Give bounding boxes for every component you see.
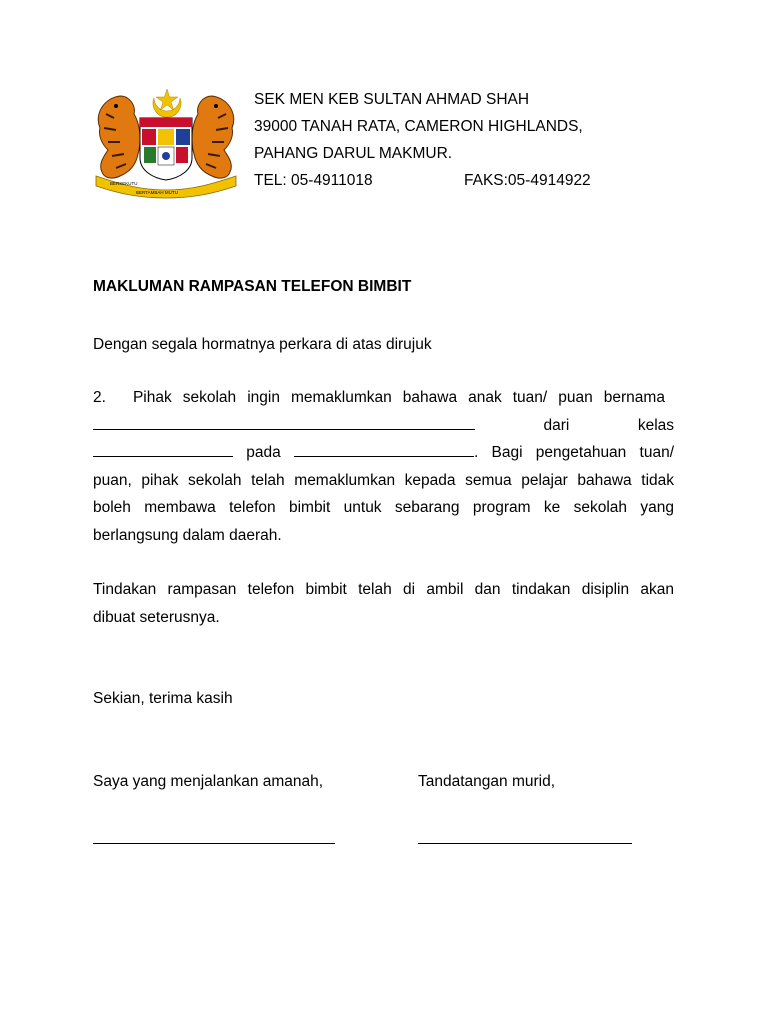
greeting-text: Dengan segala hormatnya perkara di atas dirujuk xyxy=(93,336,432,353)
paragraph-2-line-5: boleh membawa telefon bimbit untuk sebarang program ke sekolah yang xyxy=(93,499,674,516)
signature-right-line[interactable] xyxy=(418,842,632,844)
paragraph-2-line-4: puan, pihak sekolah telah memaklumkan kepada semua pelajar bahawa tidak xyxy=(93,471,674,489)
paragraph-3 xyxy=(93,576,674,631)
letter-title: MAKLUMAN RAMPASAN TELEFON BIMBIT xyxy=(93,278,412,295)
signature-left-line[interactable] xyxy=(93,842,335,844)
contact-line xyxy=(254,167,674,194)
fax: FAKS:05-4914922 xyxy=(464,172,591,189)
paragraph-2 xyxy=(93,384,674,549)
student-name-blank[interactable] xyxy=(93,415,475,430)
word-pada: pada xyxy=(246,444,281,461)
paragraph-3-line-2: dibuat seterusnya. xyxy=(93,608,220,626)
word-dari: dari xyxy=(543,416,570,434)
paragraph-3-line-1: Tindakan rampasan telefon bimbit telah di ambil dan tindakan disiplin akan xyxy=(93,581,674,598)
school-letterhead xyxy=(254,86,674,194)
address-line-1: 39000 TANAH RATA, CAMERON HIGHLANDS, xyxy=(254,118,583,135)
school-name: SEK MEN KEB SULTAN AHMAD SHAH xyxy=(254,91,530,108)
svg-text:BERSEKUTU: BERSEKUTU xyxy=(110,181,138,186)
date-blank[interactable] xyxy=(294,442,474,457)
paragraph-2-line-2 xyxy=(93,412,674,440)
paragraph-2-line-1 xyxy=(93,384,674,412)
coat-of-arms-icon xyxy=(90,84,242,200)
greeting-paragraph xyxy=(93,331,674,359)
telephone: TEL: 05-4911018 xyxy=(254,172,373,189)
paragraph-2-line-3-tail: . Bagi pengetahuan tuan/ xyxy=(473,444,675,461)
paragraph-number: 2. xyxy=(93,389,106,406)
address-line-2: PAHANG DARUL MAKMUR. xyxy=(254,145,453,162)
signature-left-label: Saya yang menjalankan amanah, xyxy=(93,773,324,790)
paragraph-2-opening: Pihak sekolah ingin memaklumkan bahawa anak tuan/ puan bernama xyxy=(132,389,665,406)
word-kelas: kelas xyxy=(637,416,675,434)
class-blank[interactable] xyxy=(93,442,233,457)
closing-text: Sekian, terima kasih xyxy=(93,690,233,707)
paragraph-2-line-3 xyxy=(93,439,674,467)
paragraph-2-line-6: berlangsung dalam daerah. xyxy=(93,526,282,544)
signature-right-label: Tandatangan murid, xyxy=(418,773,556,790)
svg-text:BERTAMBAH MUTU: BERTAMBAH MUTU xyxy=(136,190,178,195)
